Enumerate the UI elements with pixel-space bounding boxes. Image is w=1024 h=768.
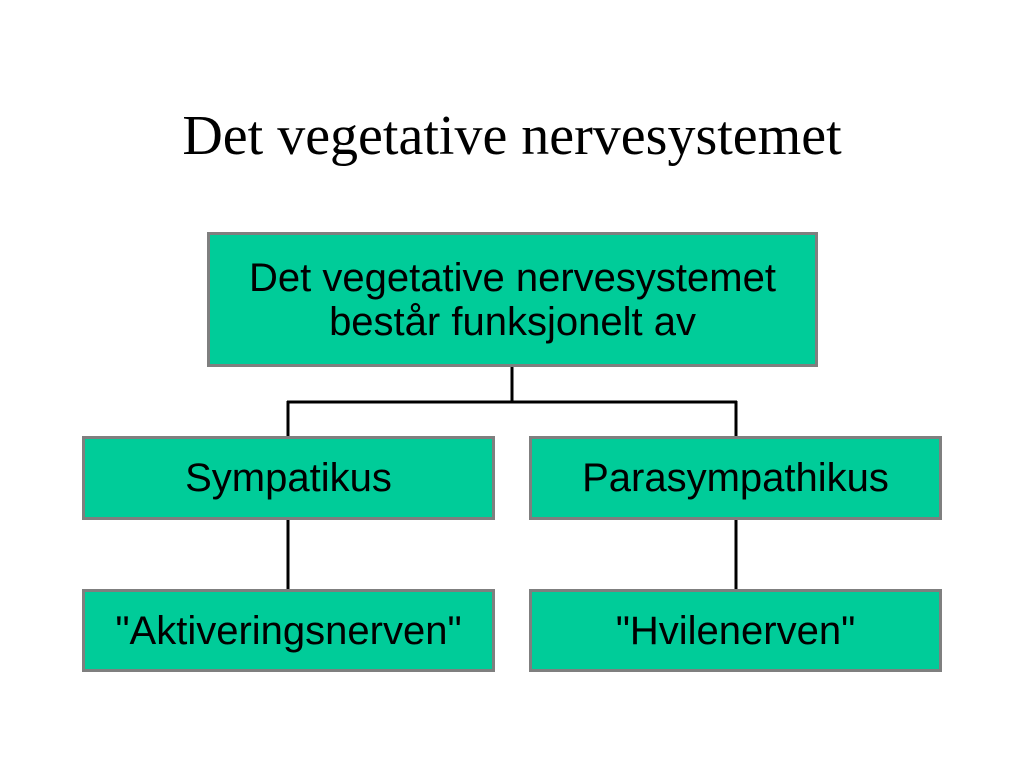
- aktiveringsnerven-box: [82, 589, 495, 672]
- root-box: [207, 232, 818, 367]
- root-box-line2: består funksjonelt av: [329, 299, 696, 344]
- parasympathikus-label: Parasympathikus: [582, 456, 889, 500]
- root-box-line1: Det vegetative nervesystemet: [249, 255, 776, 300]
- sympatikus-label: Sympatikus: [185, 456, 392, 500]
- slide-title: Det vegetative nervesystemet: [182, 105, 842, 167]
- parasympathikus-box: [529, 436, 942, 520]
- sympatikus-box: [82, 436, 495, 520]
- hvilenerven-box: [529, 589, 942, 672]
- hvilenerven-label: "Hvilenerven": [615, 608, 856, 653]
- aktiveringsnerven-label: "Aktiveringsnerven": [115, 608, 462, 653]
